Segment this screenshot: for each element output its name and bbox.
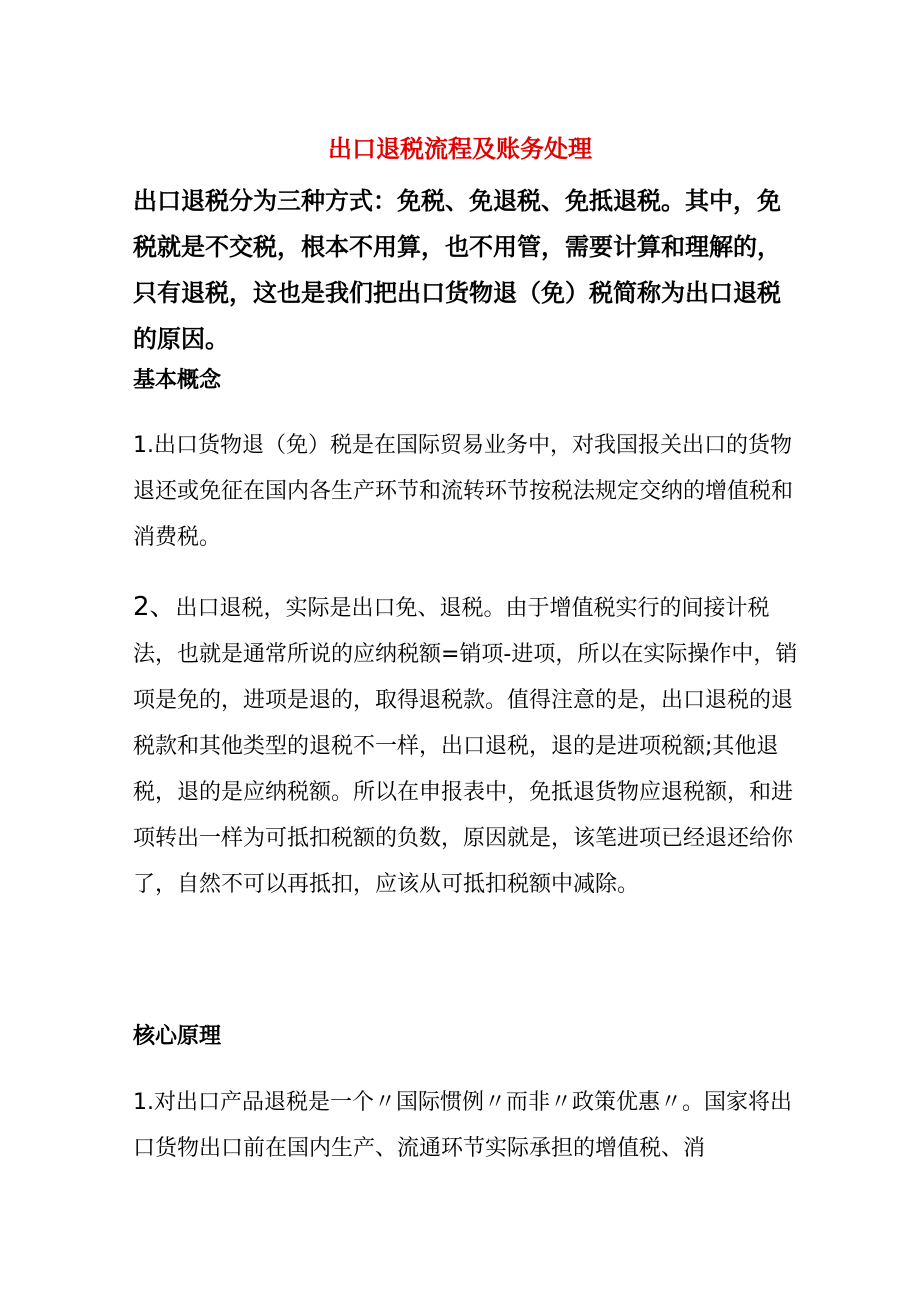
paragraph-number: 1. bbox=[133, 433, 154, 458]
paragraph-text: 出口退税，实际是出口免、退税。由于增值税实行的间接计税法，也就是通常所说的应纳税额=销项-进项，所以在实际操作中，销项是免的，进项是退的，取得退税款。值得注意的是，出口退税的退税款和其他类型的退税不一样，出口退税，退的是进项税额;其他退税，退的是应纳税额。所以在申报表中，免抵退货物应退税额，和进项转出一样为可抵扣税额的负数，原因就是，该笔进项已经退还给你了，自然不可以再抵扣，应该从可抵扣税额中减除。 bbox=[133, 596, 798, 897]
paragraph-text: 对出口产品退税是一个〃国际惯例〃而非〃政策优惠〃。国家将出口货物出口前在国内生产、流通环节实际承担的增值税、消 bbox=[133, 1090, 793, 1161]
intro-paragraph: 出口退税分为三种方式：免税、免退税、免抵退税。其中，免税就是不交税，根本不用算，也不用管，需要计算和理解的，只有退税，这也是我们把出口货物退（免）税简称为出口退税的原因。 bbox=[133, 187, 781, 353]
section-heading-basic-concepts: 基本概念 bbox=[133, 368, 222, 393]
document-title: 出口退税流程及账务处理 bbox=[328, 135, 592, 163]
paragraph-number: 2、 bbox=[133, 592, 176, 622]
paragraph-basic-1 bbox=[133, 423, 803, 561]
paragraph-number: 1. bbox=[133, 1090, 154, 1115]
section-heading-core-principles: 核心原理 bbox=[133, 1024, 222, 1049]
paragraph-core-1 bbox=[133, 1080, 803, 1172]
paragraph-text: 出口货物退（免）税是在国际贸易业务中，对我国报关出口的货物退还或免征在国内各生产环节和流转环节按税法规定交纳的增值税和消费税。 bbox=[133, 433, 794, 550]
paragraph-basic-2 bbox=[133, 584, 803, 908]
